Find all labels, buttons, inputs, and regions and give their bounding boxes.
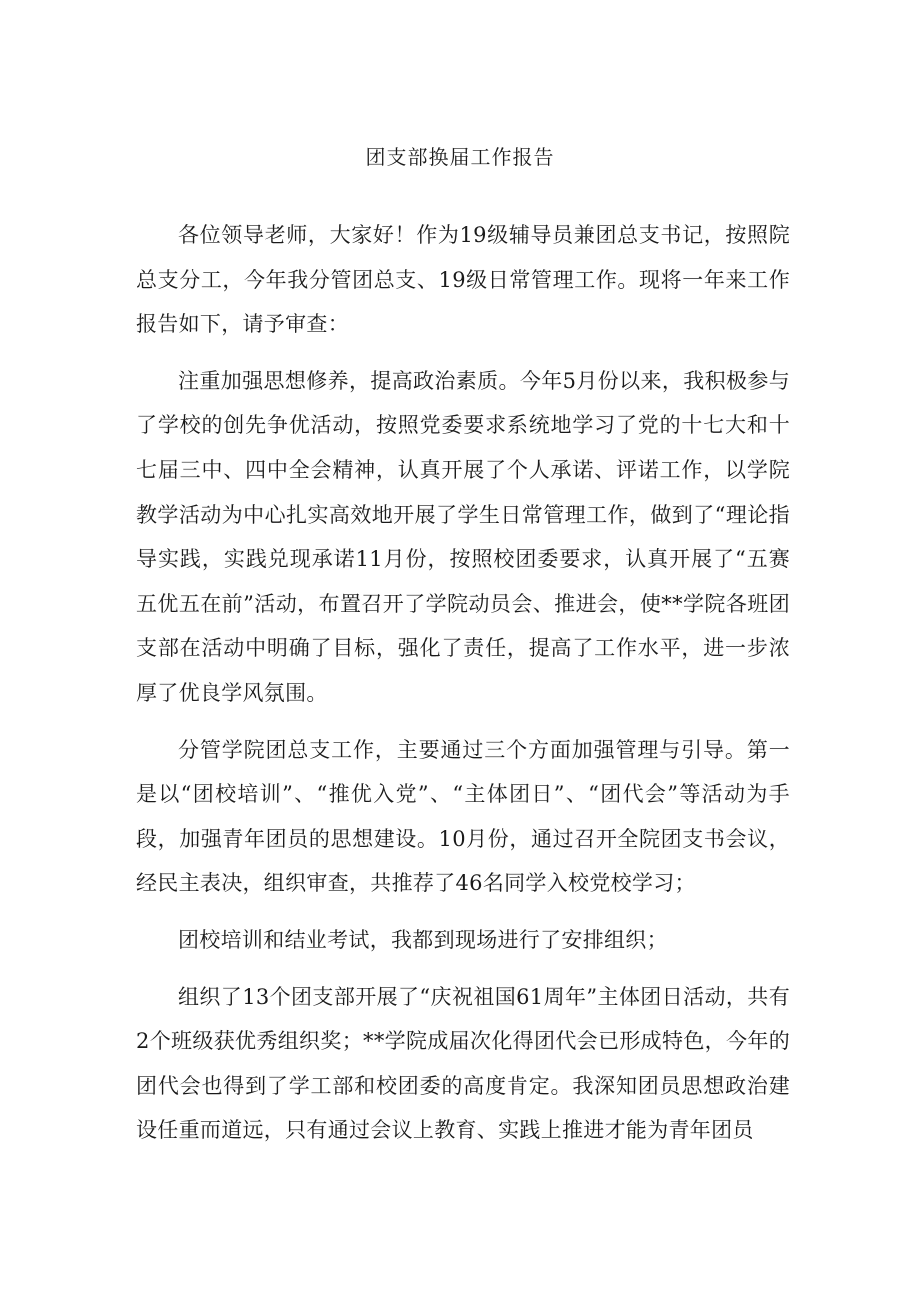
document-title: 团支部换届工作报告 [365,145,555,169]
paragraph-activities: 组织了13个团支部开展了“庆祝祖国61周年”主体团日活动，共有2个班级获优秀组织奖；**学院成届次化得团代会已形成特色，今年的团代会也得到了学工部和校团委的高度肯定。我深知团员思想政治建设任重而道远，只有通过会议上教育、实践上推进才能为青年团员 [136,984,790,1143]
paragraph-thought-building: 注重加强思想修养，提高政治素质。今年5月份以来，我积极参与了学校的创先争优活动，按照党委要求系统地学习了党的十七大和十七届三中、四中全会精神，认真开展了个人承诺、评诺工作，以学院教学活动为中心扎实高效地开展了学生日常管理工作，做到了“理论指导实践，实践兑现承诺11月份，按照校团委要求，认真开展了“五赛五优五在前”活动，布置召开了学院动员会、推进会，使**学院各班团支部在活动中明确了目标，强化了责任，提高了工作水平，进一步浓厚了优良学风氛围。 [136,368,790,705]
paragraph-training: 团校培训和结业考试，我都到现场进行了安排组织； [178,927,668,952]
paragraph-league-management: 分管学院团总支工作，主要通过三个方面加强管理与引导。第一是以“团校培训”、“推优入党”、“主体团日”、“团代会”等活动为手段，加强青年团员的思想建设。10月份，通过召开全院团支书会议，经民主表决，组织审查，共推荐了46名同学入校党校学习； [136,737,790,896]
document-body [136,213,790,1165]
paragraph-greeting: 各位领导老师，大家好！作为19级辅导员兼团总支书记，按照院总支分工，今年我分管团总支、19级日常管理工作。现将一年来工作报告如下，请予审查： [136,223,790,337]
